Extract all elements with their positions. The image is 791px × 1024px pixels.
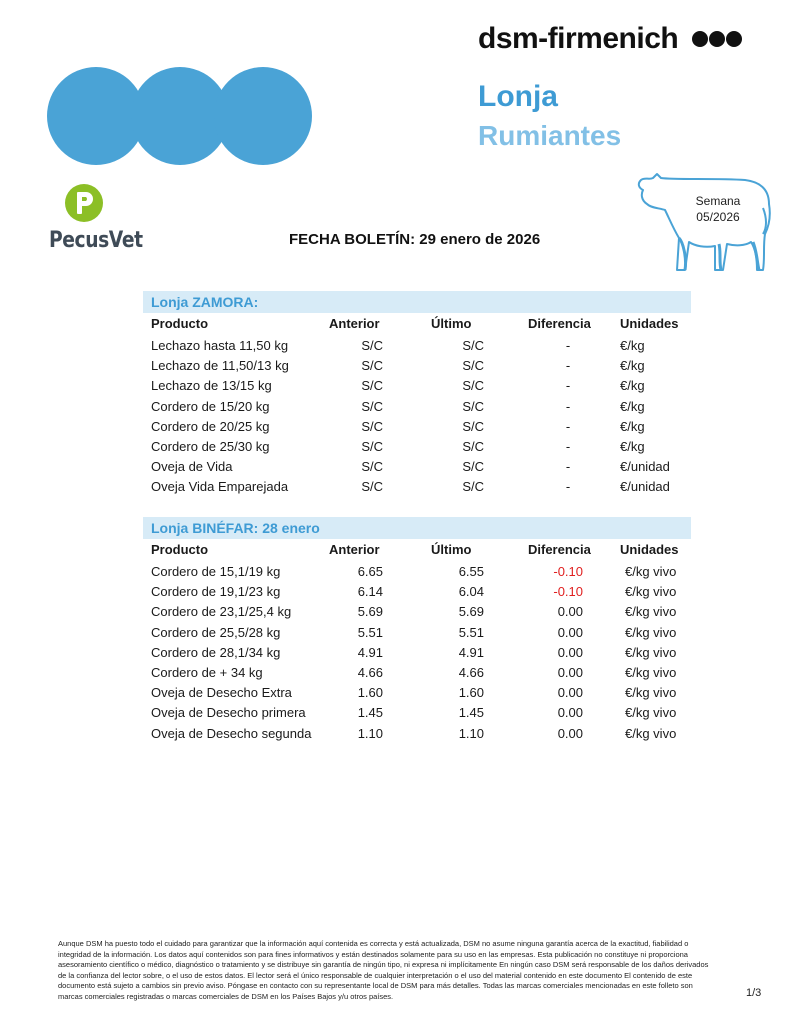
cell-diferencia: - bbox=[565, 338, 571, 353]
week-title: Semana bbox=[695, 194, 741, 208]
table-row bbox=[151, 685, 691, 705]
table-row bbox=[151, 419, 691, 439]
cell-producto: Cordero de + 34 kg bbox=[151, 664, 263, 680]
cell-diferencia: - bbox=[565, 358, 571, 374]
cell-anterior: S/C bbox=[361, 338, 383, 353]
cell-diferencia: - bbox=[565, 459, 571, 475]
table-row bbox=[151, 665, 691, 685]
cell-unidades: €/kg bbox=[620, 398, 645, 414]
cell-anterior: 1.10 bbox=[357, 725, 383, 741]
cell-ultimo: S/C bbox=[462, 438, 484, 454]
table-row bbox=[151, 378, 691, 398]
table-row bbox=[151, 479, 691, 499]
table-row bbox=[151, 338, 691, 358]
cell-unidades: €/kg bbox=[620, 378, 645, 394]
cell-unidades: €/kg bbox=[620, 438, 645, 454]
week-label bbox=[678, 193, 758, 225]
cell-anterior: 6.65 bbox=[357, 564, 383, 579]
cell-ultimo: 4.66 bbox=[458, 664, 484, 680]
table-row bbox=[151, 645, 691, 665]
col-header-unidades: Unidades bbox=[620, 542, 679, 557]
cell-ultimo: 6.04 bbox=[458, 584, 484, 600]
cell-producto: Cordero de 28,1/34 kg bbox=[151, 644, 281, 660]
table-header-row bbox=[151, 542, 691, 564]
cell-producto: Lechazo de 11,50/13 kg bbox=[151, 358, 289, 374]
cell-producto: Oveja de Desecho primera bbox=[151, 705, 306, 721]
cell-diferencia: - bbox=[565, 418, 571, 434]
cell-ultimo: S/C bbox=[462, 398, 484, 414]
cell-anterior: 4.91 bbox=[357, 644, 383, 660]
cell-ultimo: 6.55 bbox=[458, 564, 484, 579]
cell-anterior: 5.69 bbox=[357, 604, 383, 620]
table-row bbox=[151, 584, 691, 604]
cell-anterior: 6.14 bbox=[357, 584, 383, 600]
cell-anterior: 1.60 bbox=[357, 685, 383, 701]
cell-ultimo: 1.10 bbox=[458, 725, 484, 741]
bulletin-date: FECHA BOLETÍN: 29 enero de 2026 bbox=[289, 231, 541, 248]
col-header-diferencia: Diferencia bbox=[528, 542, 591, 557]
table-binefar bbox=[151, 542, 691, 746]
cell-producto: Oveja Vida Emparejada bbox=[151, 479, 289, 495]
page-title: Lonja bbox=[478, 80, 558, 113]
cell-ultimo: 1.45 bbox=[458, 705, 484, 721]
cell-anterior: S/C bbox=[361, 418, 383, 434]
pecusvet-logo-icon bbox=[64, 183, 104, 223]
cell-unidades: €/unidad bbox=[620, 479, 670, 495]
cell-unidades: €/kg bbox=[620, 358, 645, 374]
cell-ultimo: 1.60 bbox=[458, 685, 484, 701]
brand-dots-icon bbox=[692, 31, 742, 47]
cell-producto: Lechazo hasta 11,50 kg bbox=[151, 338, 289, 353]
cell-diferencia: 0.00 bbox=[557, 624, 583, 640]
cell-unidades: €/kg vivo bbox=[625, 604, 677, 620]
table-row bbox=[151, 439, 691, 459]
cell-unidades: €/kg vivo bbox=[625, 705, 677, 721]
cell-unidades: €/kg bbox=[620, 338, 645, 353]
section-title-zamora: Lonja ZAMORA: bbox=[143, 291, 691, 313]
cell-unidades: €/kg vivo bbox=[625, 624, 677, 640]
cell-producto: Oveja de Desecho Extra bbox=[151, 685, 292, 701]
cell-ultimo: 5.69 bbox=[458, 604, 484, 620]
cell-unidades: €/kg vivo bbox=[625, 685, 677, 701]
cell-unidades: €/kg bbox=[620, 418, 645, 434]
cell-producto: Oveja de Desecho segunda bbox=[151, 725, 312, 741]
cell-diferencia: - bbox=[565, 479, 571, 495]
cell-producto: Cordero de 15/20 kg bbox=[151, 398, 270, 414]
col-header-ultimo: Último bbox=[431, 542, 472, 557]
cell-diferencia: -0.10 bbox=[553, 564, 583, 579]
cell-anterior: S/C bbox=[361, 398, 383, 414]
cell-diferencia: 0.00 bbox=[557, 705, 583, 721]
page-number: 1/3 bbox=[746, 987, 762, 999]
week-value: 05/2026 bbox=[696, 210, 740, 224]
cell-diferencia: 0.00 bbox=[557, 644, 583, 660]
disclaimer-text: Aunque DSM ha puesto todo el cuidado para garantizar que la información aquí contenida es correcta y está actualizada, DSM no asume ninguna garantía acerca de la exactitud, fiabilidad o integridad de la información. Los datos aquí contenidos son para fines informativos y están destinados solamente para su uso en las empresas. Esta publicación no constituye ni proporciona asesoramiento científico o médico, diagnóstico o tratamiento y se distribuye sin garantía de ningún tipo, ni expresa ni implícitamente En ningún caso DSM será responsable de los daños derivados de la confianza del lector sobre, o el uso de estos datos. El lector será el único responsable de cualquier interpretación o el uso del material contenido en este documento El contenido de este documento está sujeto a cambios sin previo aviso. Póngase en contacto con su representante local de DSM para más detalles. Todas las marcas comerciales mencionadas en este folleto son marcas comerciales registradas o marcas comerciales de DSM en los Países Bajos y/u otros países. bbox=[58, 939, 709, 1001]
cell-anterior: S/C bbox=[361, 438, 383, 454]
cell-diferencia: 0.00 bbox=[557, 664, 583, 680]
cell-producto: Cordero de 25,5/28 kg bbox=[151, 624, 281, 640]
table-row bbox=[151, 726, 691, 746]
cell-producto: Cordero de 25/30 kg bbox=[151, 438, 270, 454]
brand-name: dsm-firmenich bbox=[478, 22, 679, 55]
table-row bbox=[151, 459, 691, 479]
cell-ultimo: 5.51 bbox=[458, 624, 484, 640]
table-zamora bbox=[151, 316, 691, 500]
cell-anterior: S/C bbox=[361, 479, 383, 495]
cell-ultimo: S/C bbox=[462, 479, 484, 495]
table-row bbox=[151, 358, 691, 378]
col-header-anterior: Anterior bbox=[329, 316, 380, 331]
col-header-producto: Producto bbox=[151, 542, 209, 557]
cell-unidades: €/unidad bbox=[620, 459, 670, 475]
cell-producto: Cordero de 23,1/25,4 kg bbox=[151, 604, 292, 620]
cell-producto: Cordero de 20/25 kg bbox=[151, 418, 270, 434]
cell-diferencia: -0.10 bbox=[553, 584, 583, 600]
col-header-diferencia: Diferencia bbox=[528, 316, 591, 331]
cell-ultimo: S/C bbox=[462, 418, 484, 434]
col-header-unidades: Unidades bbox=[620, 316, 679, 331]
cell-producto: Cordero de 15,1/19 kg bbox=[151, 564, 281, 579]
cell-ultimo: S/C bbox=[462, 459, 484, 475]
page-subtitle: Rumiantes bbox=[478, 120, 622, 151]
cell-diferencia: - bbox=[565, 438, 571, 454]
col-header-ultimo: Último bbox=[431, 316, 472, 331]
cell-anterior: S/C bbox=[361, 358, 383, 374]
cell-producto: Lechazo de 13/15 kg bbox=[151, 378, 272, 394]
cell-producto: Oveja de Vida bbox=[151, 459, 233, 475]
cell-ultimo: S/C bbox=[462, 358, 484, 374]
table-row bbox=[151, 604, 691, 624]
table-row bbox=[151, 564, 691, 584]
cell-ultimo: 4.91 bbox=[458, 644, 484, 660]
col-header-producto: Producto bbox=[151, 316, 209, 331]
decorative-circle bbox=[214, 67, 312, 165]
cell-unidades: €/kg vivo bbox=[625, 564, 677, 579]
cell-unidades: €/kg vivo bbox=[625, 664, 677, 680]
cell-diferencia: 0.00 bbox=[557, 725, 583, 741]
cell-anterior: 5.51 bbox=[357, 624, 383, 640]
section-title-binefar: Lonja BINÉFAR: 28 enero bbox=[143, 517, 691, 539]
cell-diferencia: 0.00 bbox=[557, 604, 583, 620]
table-row bbox=[151, 625, 691, 645]
cell-unidades: €/kg vivo bbox=[625, 584, 677, 600]
cell-ultimo: S/C bbox=[462, 378, 484, 394]
cell-unidades: €/kg vivo bbox=[625, 725, 677, 741]
cell-diferencia: - bbox=[565, 398, 571, 414]
cell-producto: Cordero de 19,1/23 kg bbox=[151, 584, 281, 600]
table-row bbox=[151, 399, 691, 419]
cell-unidades: €/kg vivo bbox=[625, 644, 677, 660]
cell-diferencia: - bbox=[565, 378, 571, 394]
cell-diferencia: 0.00 bbox=[557, 685, 583, 701]
table-row bbox=[151, 705, 691, 725]
cell-anterior: S/C bbox=[361, 459, 383, 475]
cell-ultimo: S/C bbox=[462, 338, 484, 353]
cell-anterior: S/C bbox=[361, 378, 383, 394]
pecusvet-logo-text: PecusVet bbox=[49, 228, 143, 253]
col-header-anterior: Anterior bbox=[329, 542, 380, 557]
table-header-row bbox=[151, 316, 691, 338]
cell-anterior: 1.45 bbox=[357, 705, 383, 721]
cell-anterior: 4.66 bbox=[357, 664, 383, 680]
